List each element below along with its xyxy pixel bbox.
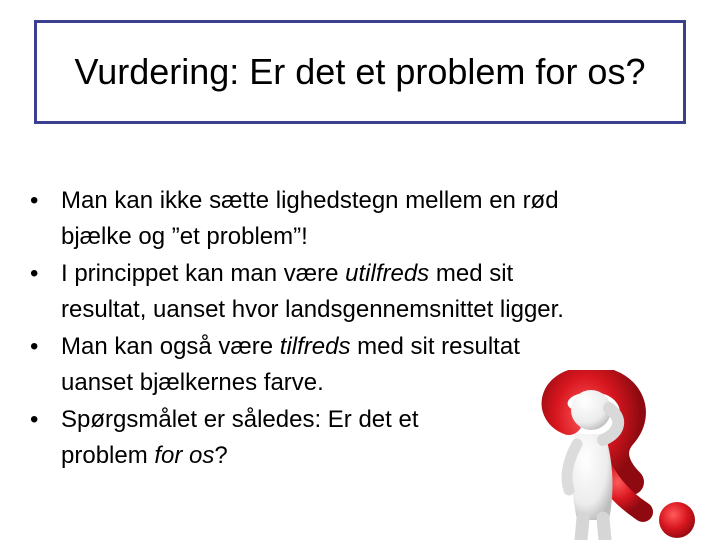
figure-with-red-question-mark-icon [505,370,720,540]
bullet-item [30,183,670,255]
bullet-dot-icon: • [30,333,39,360]
bullet-text: bjælke og ”et problem”! [61,223,308,250]
title-frame [34,20,686,124]
bullet-text: med sit resultat [350,333,520,360]
bullet-text: Spørgsmålet er således: Er det et [61,406,419,433]
bullet-emphasis: utilfreds [345,260,430,287]
bullet-text: I princippet kan man være [61,260,346,287]
slide-title: Vurdering: Er det et problem for os? [74,51,646,92]
bullet-dot-icon: • [30,187,39,214]
bullet-text: problem [61,442,155,469]
bullet-text: Man kan ikke sætte lighedstegn mellem en rød [61,187,559,214]
bullet-text: resultat, uanset hvor landsgennemsnittet ligger. [61,296,564,323]
bullet-text: uanset bjælkernes farve. [61,369,324,396]
bullet-dot-icon: • [30,260,39,287]
bullet-text: Man kan også være [61,333,280,360]
bullet-item [30,256,670,328]
bullet-emphasis: for os [154,442,215,469]
bullet-text: med sit [429,260,514,287]
bullet-text: ? [214,442,228,469]
bullet-emphasis: tilfreds [279,333,351,360]
bullet-dot-icon: • [30,406,39,433]
